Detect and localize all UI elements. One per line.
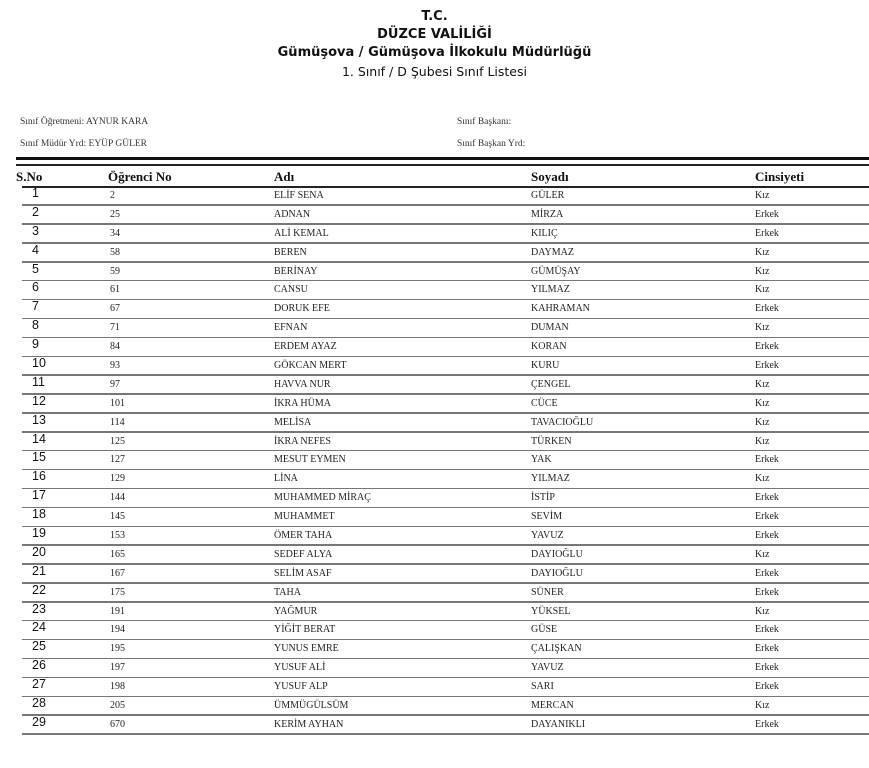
column-header-sno: S.No	[16, 169, 43, 184]
row-sno: 24	[32, 620, 46, 635]
row-last-name: YAVUZ	[531, 530, 564, 542]
row-student-no: 59	[110, 265, 120, 277]
row-last-name: YAK	[531, 454, 552, 466]
row-first-name: SEDEF ALYA	[274, 548, 333, 560]
class-vice-president: Sınıf Başkan Yrd:	[457, 139, 526, 149]
row-sno: 6	[32, 280, 39, 295]
table-row	[0, 678, 869, 697]
row-sno: 1	[32, 186, 39, 200]
row-student-no: 67	[110, 303, 120, 315]
row-gender: Kız	[755, 548, 770, 560]
row-student-no: 84	[110, 341, 120, 353]
row-sno: 19	[32, 526, 46, 541]
row-student-no: 670	[110, 718, 125, 730]
row-gender: Erkek	[755, 643, 779, 655]
row-first-name: YUNUS EMRE	[274, 643, 339, 655]
row-student-no: 153	[110, 530, 125, 542]
row-last-name: GÜMÜŞAY	[531, 265, 581, 277]
row-first-name: EFNAN	[274, 322, 308, 334]
row-sno: 9	[32, 337, 39, 352]
row-sno: 23	[32, 601, 46, 616]
row-last-name: SARI	[531, 681, 554, 693]
row-gender: Kız	[755, 435, 770, 447]
row-gender: Erkek	[755, 303, 779, 315]
row-sno: 28	[32, 696, 46, 711]
row-first-name: YİĞİT BERAT	[274, 624, 336, 636]
row-last-name: GÜLER	[531, 190, 565, 201]
row-sno: 2	[32, 204, 39, 219]
row-gender: Kız	[755, 700, 770, 712]
table-row	[0, 206, 869, 225]
row-gender: Kız	[755, 378, 770, 390]
row-student-no: 129	[110, 473, 125, 485]
row-first-name: KERİM AYHAN	[274, 718, 344, 730]
row-sno: 18	[32, 507, 46, 522]
column-header-first-name: Adı	[274, 169, 295, 184]
row-first-name: TAHA	[274, 586, 301, 598]
row-last-name: SÜNER	[531, 586, 564, 598]
table-row	[0, 376, 869, 395]
table-row	[0, 263, 869, 282]
row-student-no: 71	[110, 322, 120, 334]
row-last-name: DAYIOĞLU	[531, 567, 583, 579]
row-student-no: 58	[110, 246, 120, 258]
row-gender: Erkek	[755, 360, 779, 372]
divider-thin	[16, 164, 869, 166]
header-class-list-title: 1. Sınıf / D Şubesi Sınıf Listesi	[341, 64, 527, 79]
row-sno: 13	[32, 412, 46, 427]
row-last-name: ÇENGEL	[531, 378, 571, 390]
row-last-name: DAYIOĞLU	[531, 548, 583, 560]
row-first-name: GÖKCAN MERT	[274, 360, 347, 372]
row-student-no: 194	[110, 624, 125, 636]
table-row	[0, 697, 869, 716]
table-row	[0, 451, 869, 470]
row-gender: Erkek	[755, 530, 779, 542]
row-first-name: BEREN	[274, 246, 307, 258]
row-gender: Erkek	[755, 208, 779, 220]
row-gender: Kız	[755, 322, 770, 334]
row-last-name: ÇALIŞKAN	[531, 643, 582, 655]
row-sno: 25	[32, 639, 46, 654]
table-row	[0, 281, 869, 300]
row-first-name: İKRA NEFES	[274, 435, 331, 447]
table-row	[0, 414, 869, 433]
row-first-name: HAVVA NUR	[274, 378, 331, 390]
table-row	[0, 225, 869, 244]
row-student-no: 167	[110, 567, 125, 579]
table-row	[0, 603, 869, 622]
row-gender: Kız	[755, 473, 770, 485]
table-row	[0, 470, 869, 489]
row-last-name: KORAN	[531, 341, 567, 353]
row-gender: Kız	[755, 397, 770, 409]
column-header-student-no: Öğrenci No	[108, 169, 172, 184]
row-last-name: KAHRAMAN	[531, 303, 590, 315]
row-gender: Erkek	[755, 718, 779, 730]
row-gender: Erkek	[755, 567, 779, 579]
row-student-no: 101	[110, 397, 125, 409]
row-first-name: DORUK EFE	[274, 303, 330, 315]
table-row	[0, 527, 869, 546]
row-student-no: 2	[110, 190, 115, 201]
row-last-name: İSTİP	[531, 492, 555, 504]
row-gender: Kız	[755, 246, 770, 258]
row-last-name: KILIÇ	[531, 227, 558, 239]
row-sno: 27	[32, 677, 46, 692]
class-president: Sınıf Başkanı:	[457, 117, 512, 127]
row-last-name: YÜKSEL	[531, 605, 571, 617]
row-first-name: ERDEM AYAZ	[274, 341, 337, 353]
row-first-name: ÜMMÜGÜLSÜM	[274, 700, 349, 712]
table-row	[0, 565, 869, 584]
table-row	[0, 489, 869, 508]
row-student-no: 93	[110, 360, 120, 372]
row-first-name: İKRA HÜMA	[274, 397, 331, 409]
row-gender: Kız	[755, 284, 770, 296]
row-sno: 20	[32, 544, 46, 559]
row-first-name: ADNAN	[274, 208, 311, 220]
row-gender: Erkek	[755, 511, 779, 523]
header-governorship: DÜZCE VALİLİĞİ	[377, 27, 492, 42]
row-student-no: 195	[110, 643, 125, 655]
table-row	[0, 640, 869, 659]
table-row	[0, 244, 869, 263]
row-sno: 26	[32, 658, 46, 673]
row-sno: 10	[32, 356, 46, 371]
row-gender: Erkek	[755, 227, 779, 239]
table-row	[0, 433, 869, 452]
table-row	[0, 187, 869, 206]
row-first-name: YAĞMUR	[274, 605, 318, 617]
row-student-no: 114	[110, 416, 125, 428]
table-row	[0, 659, 869, 678]
divider-thick	[16, 157, 869, 160]
row-student-no: 125	[110, 435, 125, 447]
row-sno: 17	[32, 488, 46, 503]
table-row	[0, 319, 869, 338]
column-header-last-name: Soyadı	[531, 169, 569, 184]
table-row	[0, 357, 869, 376]
row-first-name: ÖMER TAHA	[274, 530, 333, 542]
row-student-no: 97	[110, 378, 120, 390]
row-first-name: ALİ KEMAL	[274, 227, 329, 239]
row-last-name: DUMAN	[531, 322, 569, 334]
row-sno: 3	[32, 223, 39, 238]
row-first-name: YUSUF ALP	[274, 681, 328, 693]
table-row	[0, 621, 869, 640]
column-header-gender: Cinsiyeti	[755, 169, 805, 184]
row-last-name: DAYMAZ	[531, 246, 574, 258]
row-first-name: MUHAMMED MİRAÇ	[274, 492, 371, 504]
row-sno: 11	[32, 374, 45, 389]
row-gender: Kız	[755, 605, 770, 617]
table-row	[0, 546, 869, 565]
table-row	[0, 584, 869, 603]
row-student-no: 198	[110, 681, 125, 693]
row-student-no: 145	[110, 511, 125, 523]
row-sno: 15	[32, 450, 46, 465]
header-tc: T.C.	[421, 9, 448, 24]
row-last-name: YILMAZ	[531, 284, 570, 296]
row-student-no: 34	[110, 227, 120, 239]
row-last-name: YAVUZ	[531, 662, 564, 674]
row-student-no: 144	[110, 492, 125, 504]
row-sno: 16	[32, 469, 46, 484]
row-gender: Erkek	[755, 662, 779, 674]
row-last-name: SEVİM	[531, 511, 563, 523]
row-gender: Kız	[755, 416, 770, 428]
row-gender: Erkek	[755, 681, 779, 693]
row-student-no: 197	[110, 662, 125, 674]
row-gender: Erkek	[755, 624, 779, 636]
table-row	[0, 300, 869, 319]
row-last-name: DAYANIKLI	[531, 718, 586, 730]
row-divider	[22, 733, 869, 735]
row-sno: 22	[32, 582, 46, 597]
student-table-body	[0, 187, 869, 735]
row-sno: 29	[32, 714, 46, 729]
row-student-no: 191	[110, 605, 125, 617]
row-sno: 12	[32, 393, 46, 408]
row-sno: 7	[32, 299, 39, 314]
row-student-no: 25	[110, 208, 120, 220]
row-sno: 14	[32, 431, 46, 446]
row-sno: 8	[32, 318, 39, 333]
row-last-name: TAVACIOĞLU	[531, 416, 594, 428]
row-first-name: MUHAMMET	[274, 511, 335, 523]
row-student-no: 127	[110, 454, 125, 466]
row-first-name: MESUT EYMEN	[274, 454, 346, 466]
table-row	[0, 716, 869, 735]
table-row	[0, 508, 869, 527]
row-last-name: MERCAN	[531, 700, 574, 712]
table-row	[0, 395, 869, 414]
row-gender: Erkek	[755, 586, 779, 598]
row-last-name: YILMAZ	[531, 473, 570, 485]
row-gender: Kız	[755, 265, 770, 277]
row-sno: 4	[32, 242, 39, 257]
row-gender: Erkek	[755, 341, 779, 353]
row-first-name: LİNA	[274, 473, 298, 485]
table-row	[0, 338, 869, 357]
row-gender: Erkek	[755, 454, 779, 466]
row-last-name: KURU	[531, 360, 560, 372]
row-last-name: TÜRKEN	[531, 435, 572, 447]
row-last-name: CÜCE	[531, 397, 558, 409]
row-last-name: MİRZA	[531, 208, 564, 220]
row-first-name: MELİSA	[274, 416, 312, 428]
row-last-name: GÜSE	[531, 624, 558, 636]
row-first-name: SELİM ASAF	[274, 567, 332, 579]
row-gender: Erkek	[755, 492, 779, 504]
row-first-name: BERİNAY	[274, 265, 318, 277]
row-gender: Kız	[755, 190, 770, 201]
row-sno: 21	[32, 563, 46, 578]
row-first-name: YUSUF ALİ	[274, 662, 326, 674]
class-teacher: Sınıf Öğretmeni: AYNUR KARA	[20, 117, 149, 127]
class-vice-principal: Sınıf Müdür Yrd: EYÜP GÜLER	[20, 139, 148, 149]
row-student-no: 165	[110, 548, 125, 560]
row-student-no: 205	[110, 700, 125, 712]
row-first-name: ELİF SENA	[274, 190, 324, 201]
row-student-no: 175	[110, 586, 125, 598]
row-sno: 5	[32, 261, 39, 276]
row-first-name: CANSU	[274, 284, 308, 296]
header-school: Gümüşova / Gümüşova İlkokulu Müdürlüğü	[277, 45, 592, 60]
row-student-no: 61	[110, 284, 120, 296]
